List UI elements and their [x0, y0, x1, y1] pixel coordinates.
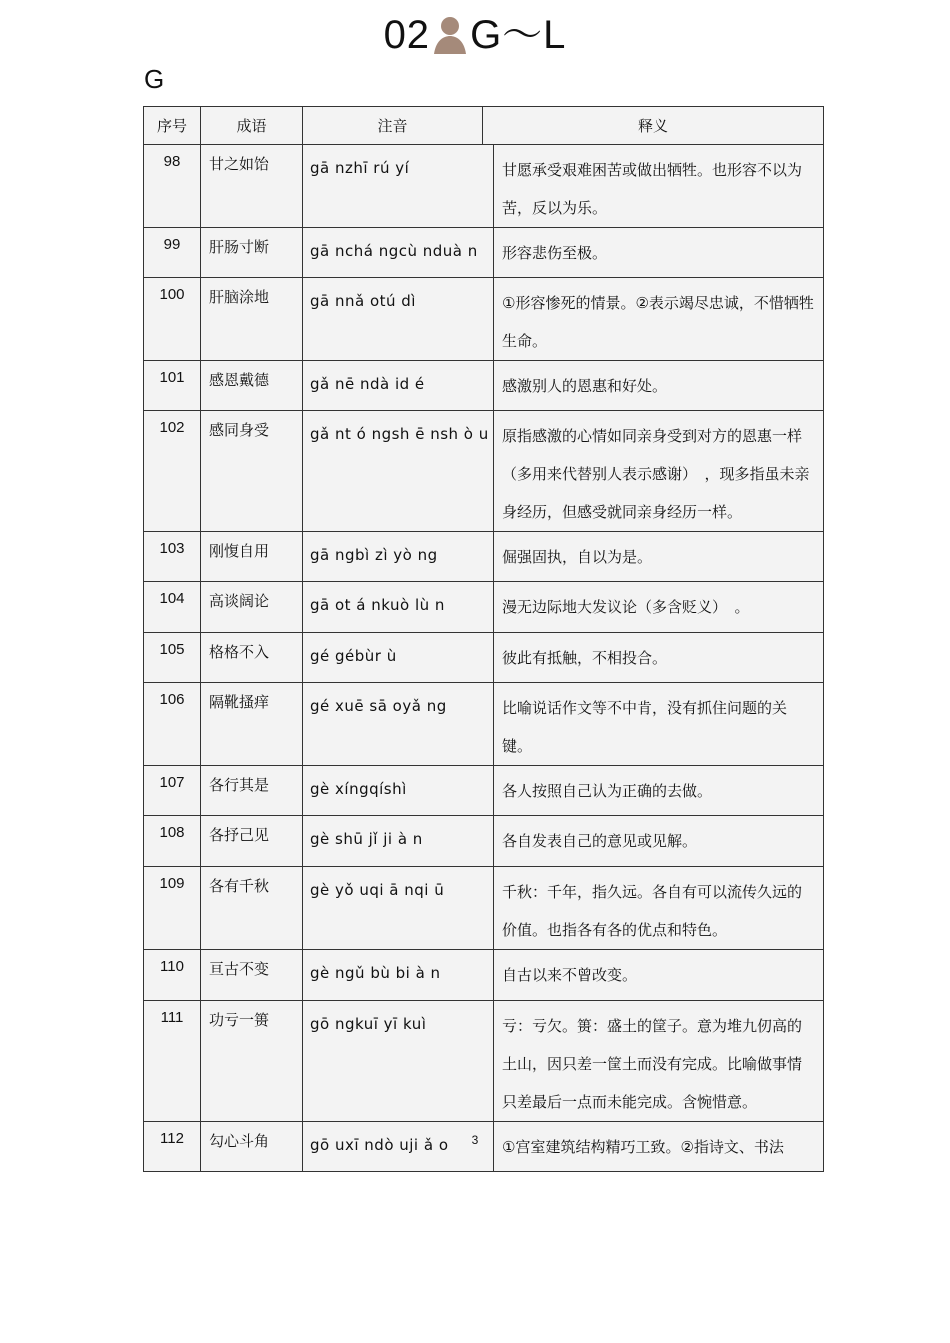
- table-row: [144, 816, 824, 867]
- table-row: [144, 766, 824, 816]
- row-definition: 各自发表自己的意见或见解。: [494, 816, 824, 867]
- row-idiom: 格格不入: [201, 633, 303, 683]
- row-idiom: 各行其是: [201, 766, 303, 816]
- table-row: [144, 278, 824, 361]
- table-row: [144, 1001, 824, 1122]
- row-idiom: 刚愎自用: [201, 532, 303, 582]
- row-idiom: 各有千秋: [201, 867, 303, 950]
- header-idiom: 成语: [201, 107, 303, 145]
- row-idiom: 甘之如饴: [201, 145, 303, 228]
- row-definition: ①宫室建筑结构精巧工致。②指诗文、书法: [494, 1122, 824, 1172]
- row-number: 108: [144, 816, 201, 867]
- row-idiom: 感恩戴德: [201, 361, 303, 411]
- page-number: 3: [471, 1133, 479, 1147]
- row-idiom: 各抒己见: [201, 816, 303, 867]
- header-pinyin: 注音: [303, 107, 483, 144]
- row-number: 107: [144, 766, 201, 816]
- row-definition: 倔强固执，自以为是。: [494, 532, 824, 582]
- user-avatar-icon: [432, 14, 468, 54]
- title-suffix: G～L: [470, 13, 567, 57]
- row-idiom: 勾心斗角: [201, 1122, 303, 1172]
- row-pinyin: gā nchá ngcù nduà n: [303, 228, 494, 278]
- row-pinyin: gè ngǔ bù bi à n: [303, 950, 494, 1001]
- row-definition: 亏：亏欠。篑：盛土的筐子。意为堆九仞高的土山，因只差一筐土而没有完成。比喻做事情只差最后一点而未能完成。含惋惜意。: [494, 1001, 824, 1122]
- table-row: [144, 361, 824, 411]
- row-idiom: 功亏一篑: [201, 1001, 303, 1122]
- row-definition: 原指感激的心情如同亲身受到对方的恩惠一样（多用来代替别人表示感谢） ，现多指虽未亲身经历，但感受就同亲身经历一样。: [494, 411, 824, 532]
- row-number: 103: [144, 532, 201, 582]
- row-pinyin: gé gébùr ù: [303, 633, 494, 683]
- row-pinyin: gō uxī ndò uji ǎ o: [303, 1122, 494, 1172]
- row-number: 111: [144, 1001, 201, 1122]
- row-pinyin: gā nzhī rú yí: [303, 145, 494, 228]
- row-number: 105: [144, 633, 201, 683]
- row-pinyin: gō ngkuī yī kuì: [303, 1001, 494, 1122]
- row-number: 112: [144, 1122, 201, 1172]
- row-pinyin: gǎ nt ó ngsh ē nsh ò u: [303, 411, 494, 532]
- row-pinyin: gǎ nē ndà id é: [303, 361, 494, 411]
- row-pinyin: gā ot á nkuò lù n: [303, 582, 494, 633]
- row-definition: 感激别人的恩惠和好处。: [494, 361, 824, 411]
- row-number: 102: [144, 411, 201, 532]
- row-idiom: 肝肠寸断: [201, 228, 303, 278]
- row-definition: 漫无边际地大发议论（多含贬义） 。: [494, 582, 824, 633]
- row-definition: 各人按照自己认为正确的去做。: [494, 766, 824, 816]
- section-letter: G: [144, 64, 165, 94]
- table-header-row: [144, 107, 824, 145]
- table-row: [144, 532, 824, 582]
- row-definition: 彼此有抵触，不相投合。: [494, 633, 824, 683]
- table-row: [144, 411, 824, 532]
- table-row: [144, 145, 824, 228]
- row-pinyin: gè yǒ uqi ā nqi ū: [303, 867, 494, 950]
- row-number: 101: [144, 361, 201, 411]
- idiom-table: [143, 106, 824, 1172]
- title-prefix: 02: [383, 13, 431, 57]
- row-number: 98: [144, 145, 201, 228]
- table-row: [144, 683, 824, 766]
- row-pinyin: gé xuē sā oyǎ ng: [303, 683, 494, 766]
- row-number: 109: [144, 867, 201, 950]
- row-definition: 形容悲伤至极。: [494, 228, 824, 278]
- row-idiom: 隔靴搔痒: [201, 683, 303, 766]
- header-definition: 释义: [638, 117, 669, 135]
- table-row: [144, 867, 824, 950]
- row-definition: ①形容惨死的情景。②表示竭尽忠诚，不惜牺牲生命。: [494, 278, 824, 361]
- row-idiom: 亘古不变: [201, 950, 303, 1001]
- row-number: 110: [144, 950, 201, 1001]
- row-definition: 比喻说话作文等不中肯，没有抓住问题的关键。: [494, 683, 824, 766]
- row-definition: 甘愿承受艰难困苦或做出牺牲。也形容不以为苦，反以为乐。: [494, 145, 824, 228]
- header-pinyin-definition: [303, 107, 824, 145]
- page-title: [0, 12, 950, 58]
- row-pinyin: gè xíngqíshì: [303, 766, 494, 816]
- row-definition: 自古以来不曾改变。: [494, 950, 824, 1001]
- row-idiom: 感同身受: [201, 411, 303, 532]
- row-number: 104: [144, 582, 201, 633]
- table-row: [144, 582, 824, 633]
- row-definition: 千秋：千年，指久远。各自有可以流传久远的价值。也指各有各的优点和特色。: [494, 867, 824, 950]
- table-body: [144, 145, 824, 1172]
- row-idiom: 高谈阔论: [201, 582, 303, 633]
- row-idiom: 肝脑涂地: [201, 278, 303, 361]
- table-row: [144, 950, 824, 1001]
- row-pinyin: gā nnǎ otú dì: [303, 278, 494, 361]
- header-number: 序号: [144, 107, 201, 145]
- table-row: [144, 228, 824, 278]
- row-number: 100: [144, 278, 201, 361]
- row-number: 106: [144, 683, 201, 766]
- row-pinyin: gā ngbì zì yò ng: [303, 532, 494, 582]
- row-number: 99: [144, 228, 201, 278]
- table-row: [144, 633, 824, 683]
- row-pinyin: gè shū jǐ ji à n: [303, 816, 494, 867]
